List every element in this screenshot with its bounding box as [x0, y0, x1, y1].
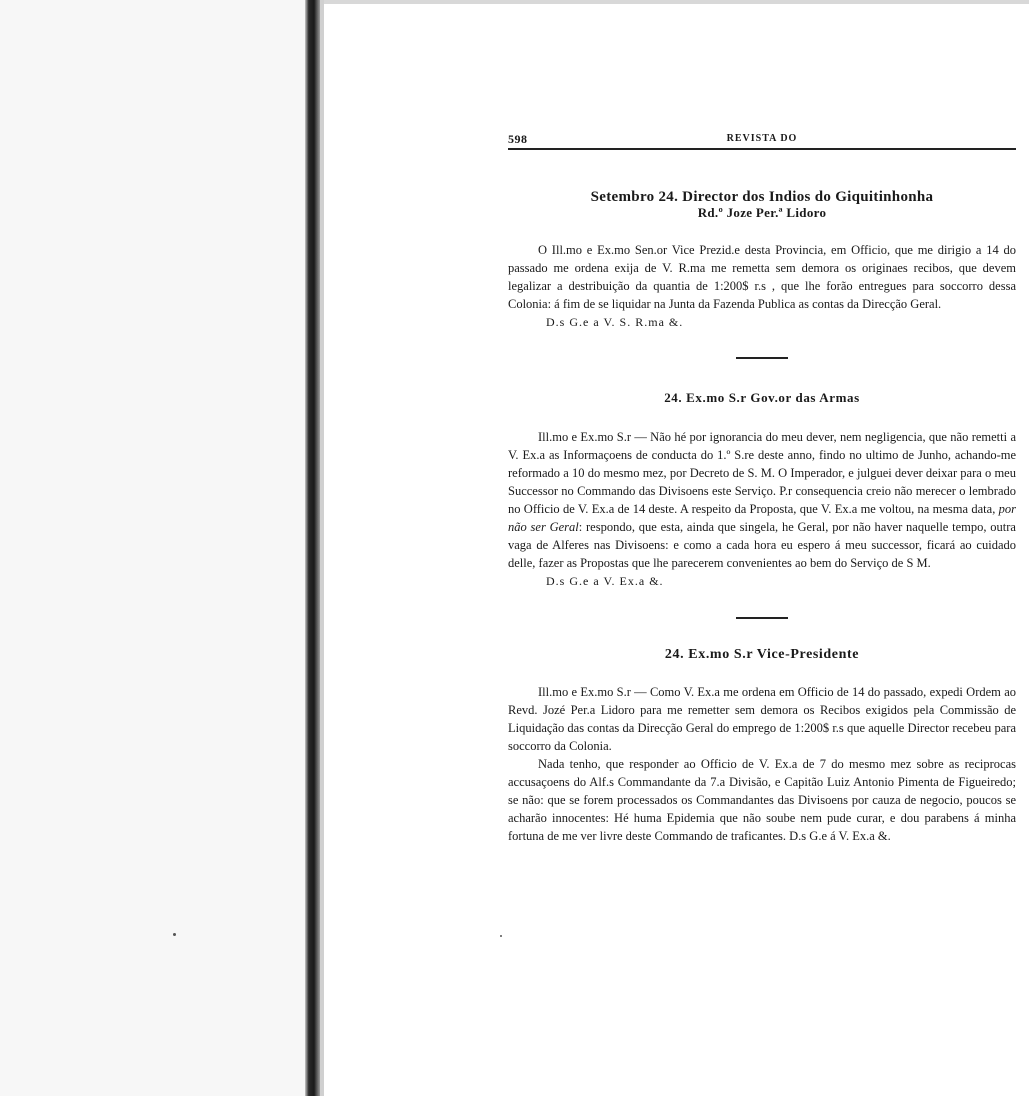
- paragraph-text: : respondo, que esta, ainda que singela, he Geral, por não haver naquelle tempo, outra vaga de Alferes nas Divisoens: e como a cada hora eu espero á meu successor, ficará ao cuidado delle, fazer as Propostas que lhe parecerem convenientes ao bem do Serviço de S M.: [508, 520, 1016, 570]
- letter-paragraph: O Ill.mo e Ex.mo Sen.or Vice Prezid.e desta Provincia, em Officio, que me dirigio a 14 do passado me ordena exija de V. R.ma me remetta sem demora os originaes recibos, que devem legalizar a destribuição da quantia de 1:200$ r.s , que lhe forão entregues para soccorro dessa Colonia: á fim de se liquidar na Junta da Fazenda Publica as contas da Direcção Geral.: [508, 243, 1016, 311]
- gutter-shadow: [320, 0, 324, 1096]
- letter-paragraph: [508, 428, 1016, 572]
- section-divider: [736, 357, 788, 359]
- entry-heading: [508, 189, 1016, 221]
- book-gutter: [305, 0, 320, 1096]
- running-head: [508, 128, 1016, 150]
- letter-signoff: D.s G.e a V. S. R.ma &.: [546, 315, 684, 329]
- entry-heading-line: 24. Ex.mo S.r Vice-Presidente: [664, 647, 860, 662]
- scan-speck: [500, 935, 502, 937]
- scan-speck: [173, 933, 176, 936]
- journal-title: REVISTA DO: [726, 133, 798, 144]
- entry-heading: [508, 647, 1016, 663]
- entry-heading-line: Rd.º Joze Per.ª Lidoro: [697, 205, 827, 220]
- top-edge-shade: [324, 0, 1029, 4]
- italic-quote: por não ser Geral: [508, 502, 1017, 534]
- section-divider: [736, 617, 788, 619]
- paragraph-text: Ill.mo e Ex.mo S.r — Não hé por ignorancia do meu dever, nem negligencia, que não remetti a V. Ex.a as Informaçoens de conducta do 1.º S.re deste anno, findo no ultimo de Junho, achando-me reformado a 10 do mesmo mez, por Decreto de S. M. O Imperador, e julguei dever deixar para o meu Successor no Commando das Divisoens este Serviço. P.r consequencia creio não merecer o lembrado no Officio de V. Ex.a de 14 deste. A respeito da Proposta, que V. Ex.a me voltou, na mesma data,: [508, 430, 1016, 516]
- entry-heading: [508, 390, 1016, 406]
- letter-signoff: D.s G.e a V. Ex.a &.: [546, 574, 664, 588]
- letter-paragraph: Ill.mo e Ex.mo S.r — Como V. Ex.a me ordena em Officio de 14 do passado, expedi Ordem ao Revd. Jozé Per.a Lidoro para me remetter sem demora os Recibos exigidos pela Commissão de Liquidação das contas da Direcção Geral do emprego de 1:200$ r.s que aquelle Director recebeu para soccorro da Colonia.: [508, 685, 1016, 753]
- page-number: 598: [508, 132, 528, 146]
- document-page: [508, 128, 1016, 845]
- blank-left-page: [0, 0, 305, 1096]
- letter-paragraph: Nada tenho, que responder ao Officio de V. Ex.a de 7 do mesmo mez sobre as reciprocas accusaçoens do Alf.s Commandante da 7.a Divisão, e Capitão Luiz Antonio Pimenta de Figueiredo; se não: que se forem processados os Commandantes das Divisoens por cauza de negocio, poucos se acharão innocentes: Hé huma Epidemia que não soube nem pude curar, e dou parabens á minha fortuna de me ver livre deste Commando de traficantes. D.s G.e á V. Ex.a &.: [508, 757, 1016, 843]
- entry-heading-line: Setembro 24. Director dos Indios do Giquitinhonha: [590, 189, 934, 205]
- entry-heading-line: 24. Ex.mo S.r Gov.or das Armas: [664, 390, 860, 405]
